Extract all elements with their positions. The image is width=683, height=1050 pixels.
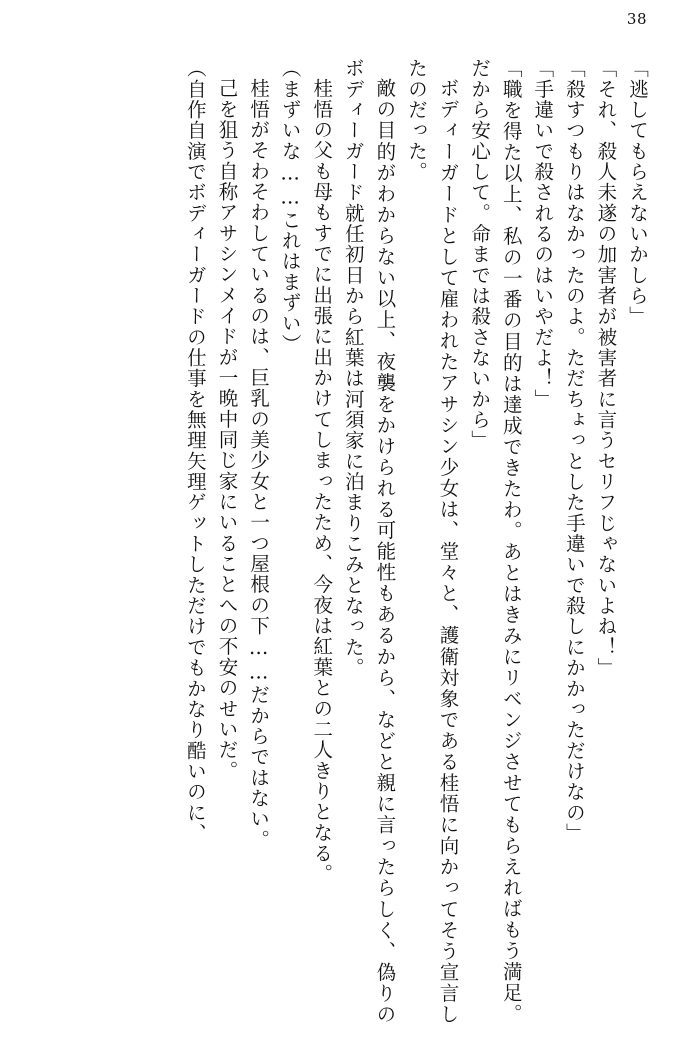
paragraph: 敵の目的がわからない以上、夜襲をかけられる可能性もあるから、などと親に言ったらしく、偽りのボディーガード就任初日から紅葉は河須家に泊まりこみとなった。 — [341, 58, 397, 1024]
paragraph: （自作自演でボディーガードの仕事を無理矢理ゲットしただけでもかなり酷いのに、 — [183, 58, 207, 844]
paragraph: 「逃してもらえないかしら」 — [626, 58, 649, 327]
paragraph: ボディーガードとして雇われたアサシン少女は、堂々と、護衛対象である桂悟に向かってそう宣言したのだった。 — [404, 58, 460, 1024]
page-number: 38 — [626, 10, 647, 28]
paragraph: 桂悟がそわそわしているのは、巨乳の美少女と一つ屋根の下……だからではない。 — [247, 77, 271, 850]
page-body-text — [28, 58, 653, 1024]
paragraph: 「それ、殺人未遂の加害者が被害者に言うセリフじゃないよね！」 — [594, 58, 618, 679]
paragraph: 「手違いで殺されるのはいやだよ！」 — [531, 58, 555, 410]
paragraph: 己を狙う自称アサシンメイドが一晩中同じ家にいることへの不安のせいだ。 — [215, 77, 239, 781]
paragraph: 「職を得た以上、私の一番の目的は達成できたわ。あとはきみにリベンジさせてもらえればもう満足。だから安心して。命までは殺さないから」 — [468, 58, 523, 1024]
paragraph: 桂悟の父も母もすでに出張に出かけてしまったため、今夜は紅葉との二人きりとなる。 — [310, 77, 334, 884]
paragraph: （まずいな……これはまずい） — [278, 58, 302, 355]
paragraph: 「殺すつもりはなかったのよ。ただちょっとした手違いで殺しにかかっただけなの」 — [562, 58, 586, 844]
